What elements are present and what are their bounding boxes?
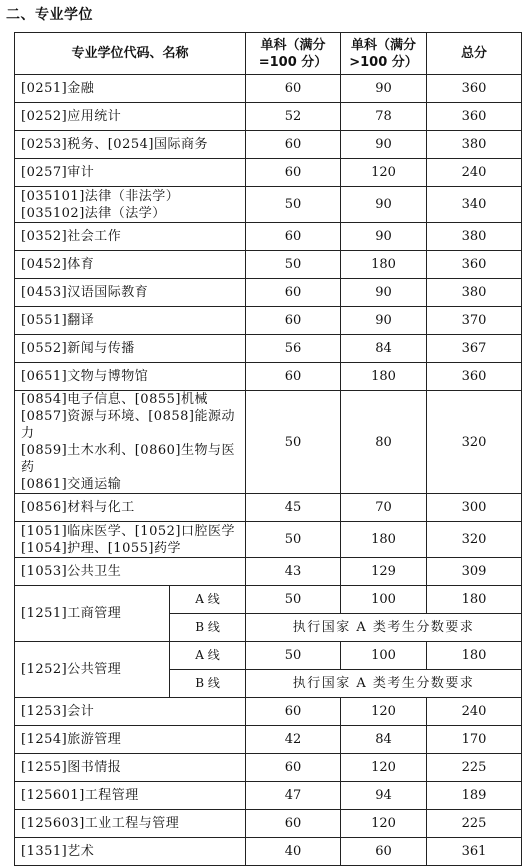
score-100-cell: 40	[246, 838, 341, 866]
score-gt100-cell: 120	[341, 754, 427, 782]
score-100-cell: 60	[246, 307, 341, 335]
table-row	[15, 754, 522, 782]
program-name-line: [1351]艺术	[21, 844, 95, 859]
total-cell: 320	[427, 391, 522, 494]
header-score-gt100-line2: >100 分）	[349, 54, 418, 70]
score-100-cell: 52	[246, 103, 341, 131]
program-name-line: [1254]旅游管理	[21, 732, 122, 747]
program-name-line: [035101]法律（非法学）	[21, 188, 180, 204]
table-row-a-line	[15, 586, 522, 614]
table-row	[15, 335, 522, 363]
score-100-cell: 60	[246, 131, 341, 159]
header-row	[15, 33, 522, 75]
program-name-cell	[15, 159, 246, 187]
total-cell: 309	[427, 558, 522, 586]
program-name-line: [0253]税务、[0254]国际商务	[21, 137, 208, 152]
program-name-line: [0857]资源与环境、[0858]能源动力	[21, 409, 235, 441]
header-score-gt100	[341, 33, 427, 75]
total-cell: 380	[427, 131, 522, 159]
program-name-cell	[15, 782, 246, 810]
score-100-cell: 60	[246, 159, 341, 187]
line-label-cell: A 线	[170, 642, 246, 670]
program-name-cell	[15, 558, 246, 586]
total-cell: 180	[427, 586, 522, 614]
b-line-note-cell: 执行国家 A 类考生分数要求	[246, 670, 522, 698]
program-name-cell	[15, 522, 246, 558]
score-gt100-cell: 60	[341, 838, 427, 866]
program-name-line: [0352]社会工作	[21, 229, 122, 244]
program-name-line: [0861]交通运输	[21, 477, 122, 492]
line-label-cell: B 线	[170, 670, 246, 698]
table-row	[15, 494, 522, 522]
score-gt100-cell: 100	[341, 642, 427, 670]
program-name-cell	[15, 187, 246, 223]
program-name-cell	[15, 335, 246, 363]
table-row	[15, 187, 522, 223]
total-cell: 225	[427, 754, 522, 782]
score-gt100-cell: 84	[341, 335, 427, 363]
table-row	[15, 159, 522, 187]
score-gt100-cell: 120	[341, 159, 427, 187]
table-row	[15, 307, 522, 335]
section-title: 二、专业学位	[6, 7, 93, 23]
total-cell: 320	[427, 522, 522, 558]
program-name-cell	[15, 103, 246, 131]
table-row	[15, 726, 522, 754]
score-gt100-cell: 180	[341, 363, 427, 391]
total-cell: 360	[427, 103, 522, 131]
program-name-cell	[15, 494, 246, 522]
program-name-line: [0651]文物与博物馆	[21, 369, 149, 384]
program-name-line: [125601]工程管理	[21, 788, 139, 803]
program-name-line: [0859]土木水利、[0860]生物与医药	[21, 443, 235, 475]
total-cell: 360	[427, 251, 522, 279]
score-gt100-cell: 100	[341, 586, 427, 614]
score-gt100-cell: 90	[341, 187, 427, 223]
table-row	[15, 131, 522, 159]
score-100-cell: 43	[246, 558, 341, 586]
header-score-100	[246, 33, 341, 75]
score-100-cell: 50	[246, 586, 341, 614]
total-cell: 361	[427, 838, 522, 866]
score-100-cell: 60	[246, 223, 341, 251]
table-row	[15, 363, 522, 391]
table-row-a-line	[15, 642, 522, 670]
table-row	[15, 522, 522, 558]
score-100-cell: 50	[246, 391, 341, 494]
program-name-cell	[15, 223, 246, 251]
table-row	[15, 698, 522, 726]
table-row	[15, 558, 522, 586]
total-cell: 300	[427, 494, 522, 522]
program-name-cell	[15, 131, 246, 159]
program-name-cell	[15, 279, 246, 307]
header-total: 总分	[427, 33, 522, 75]
total-cell: 360	[427, 363, 522, 391]
program-name-cell	[15, 726, 246, 754]
score-gt100-cell: 180	[341, 522, 427, 558]
table-row	[15, 782, 522, 810]
total-cell: 360	[427, 75, 522, 103]
table-row	[15, 223, 522, 251]
b-line-note-cell: 执行国家 A 类考生分数要求	[246, 614, 522, 642]
score-gt100-cell: 78	[341, 103, 427, 131]
program-name-line: [0257]审计	[21, 165, 95, 180]
score-gt100-cell: 90	[341, 307, 427, 335]
total-cell: 240	[427, 159, 522, 187]
program-name-line: [0856]材料与化工	[21, 500, 135, 515]
program-name-line: [1053]公共卫生	[21, 564, 122, 579]
score-100-cell: 50	[246, 642, 341, 670]
program-name-line: [035102]法律（法学）	[21, 205, 166, 221]
score-gt100-cell: 90	[341, 279, 427, 307]
table-row	[15, 279, 522, 307]
program-name-cell	[15, 307, 246, 335]
table-row	[15, 391, 522, 494]
program-name-cell	[15, 754, 246, 782]
score-gt100-cell: 90	[341, 223, 427, 251]
total-cell: 367	[427, 335, 522, 363]
header-score-gt100-line1: 单科（满分	[351, 37, 417, 53]
total-cell: 189	[427, 782, 522, 810]
program-name-line: [0251]金融	[21, 81, 95, 96]
score-100-cell: 50	[246, 187, 341, 223]
total-cell: 180	[427, 642, 522, 670]
score-gt100-cell: 90	[341, 75, 427, 103]
total-cell: 380	[427, 223, 522, 251]
score-gt100-cell: 120	[341, 810, 427, 838]
line-label-cell: A 线	[170, 586, 246, 614]
header-score-100-line2: =100 分）	[258, 54, 328, 70]
score-gt100-cell: 84	[341, 726, 427, 754]
score-100-cell: 56	[246, 335, 341, 363]
table-row	[15, 251, 522, 279]
program-name-cell: [1252]公共管理	[15, 642, 170, 698]
line-label-cell: B 线	[170, 614, 246, 642]
table-row	[15, 838, 522, 866]
header-name: 专业学位代码、名称	[15, 33, 246, 75]
table-row	[15, 810, 522, 838]
score-gt100-cell: 94	[341, 782, 427, 810]
program-name-line: [0453]汉语国际教育	[21, 285, 149, 300]
score-gt100-cell: 180	[341, 251, 427, 279]
program-name-cell	[15, 810, 246, 838]
program-name-line: [1253]会计	[21, 704, 95, 719]
score-table	[14, 32, 522, 866]
program-name-cell	[15, 838, 246, 866]
program-name-line: [0552]新闻与传播	[21, 341, 135, 356]
program-name-line: [0252]应用统计	[21, 109, 122, 124]
program-name-cell	[15, 363, 246, 391]
program-name-cell	[15, 698, 246, 726]
program-name-line: [0452]体育	[21, 257, 95, 272]
score-100-cell: 50	[246, 522, 341, 558]
table-row	[15, 75, 522, 103]
table-row	[15, 103, 522, 131]
score-100-cell: 60	[246, 754, 341, 782]
program-name-line: [1255]图书情报	[21, 760, 122, 775]
program-name-line: [0551]翻译	[21, 313, 95, 328]
score-gt100-cell: 80	[341, 391, 427, 494]
program-name-cell	[15, 251, 246, 279]
total-cell: 225	[427, 810, 522, 838]
total-cell: 240	[427, 698, 522, 726]
score-100-cell: 60	[246, 698, 341, 726]
program-name-cell: [1251]工商管理	[15, 586, 170, 642]
score-100-cell: 45	[246, 494, 341, 522]
total-cell: 340	[427, 187, 522, 223]
score-100-cell: 60	[246, 810, 341, 838]
score-100-cell: 47	[246, 782, 341, 810]
total-cell: 380	[427, 279, 522, 307]
score-gt100-cell: 129	[341, 558, 427, 586]
score-gt100-cell: 70	[341, 494, 427, 522]
program-name-line: [1054]护理、[1055]药学	[21, 540, 181, 556]
program-name-cell	[15, 75, 246, 103]
score-100-cell: 60	[246, 75, 341, 103]
score-100-cell: 50	[246, 251, 341, 279]
score-100-cell: 42	[246, 726, 341, 754]
score-gt100-cell: 120	[341, 698, 427, 726]
score-100-cell: 60	[246, 363, 341, 391]
program-name-line: [125603]工业工程与管理	[21, 816, 180, 831]
header-score-100-line1: 单科（满分	[260, 37, 326, 53]
program-name-line: [1051]临床医学、[1052]口腔医学	[21, 523, 235, 539]
program-name-cell	[15, 391, 246, 494]
total-cell: 170	[427, 726, 522, 754]
program-name-line: [0854]电子信息、[0855]机械	[21, 392, 208, 407]
total-cell: 370	[427, 307, 522, 335]
score-gt100-cell: 90	[341, 131, 427, 159]
score-100-cell: 60	[246, 279, 341, 307]
